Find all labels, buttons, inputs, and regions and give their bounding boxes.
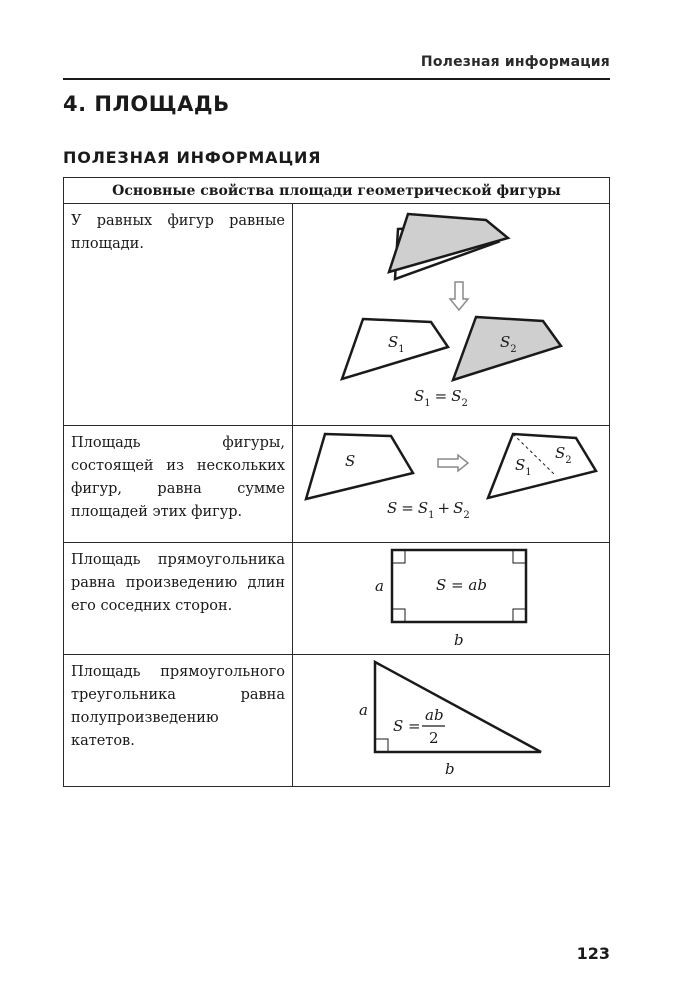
- running-head-text: Полезная информация: [420, 54, 610, 70]
- rectangle-diagram: [293, 543, 610, 653]
- properties-table: [63, 177, 610, 787]
- running-head: [63, 52, 610, 80]
- label-s2: $S_2$: [500, 333, 517, 355]
- table-row: [64, 204, 610, 426]
- figure-cell: [293, 426, 610, 543]
- formula-numerator: ab: [425, 706, 444, 724]
- property-text-cell: [64, 655, 293, 787]
- side-b-label: b: [454, 631, 464, 649]
- table-row: [64, 543, 610, 655]
- sum-formula: $S = S_1 + S_2$: [387, 499, 470, 521]
- triangle-formula-lhs: S =: [393, 717, 421, 735]
- right-arrow-icon: [438, 455, 468, 471]
- figure-cell: [293, 655, 610, 787]
- rectangle-formula: S = ab: [436, 576, 487, 594]
- side-a-label: a: [359, 701, 368, 719]
- side-a-label: a: [375, 577, 384, 595]
- figure-cell: [293, 543, 610, 655]
- shape-composite: [488, 434, 596, 498]
- property-text: У равных фигур равные площади.: [71, 213, 285, 252]
- label-s: S: [345, 452, 356, 470]
- table-row: [64, 655, 610, 787]
- label-s1: $S_1$: [388, 333, 405, 355]
- section-title: ПОЛЕЗНАЯ ИНФОРМАЦИЯ: [63, 148, 322, 167]
- shape-s: [306, 434, 413, 499]
- page-number: 123: [576, 944, 610, 963]
- table-row: [64, 426, 610, 543]
- right-triangle-diagram: [293, 655, 610, 785]
- chapter-title: 4. ПЛОЩАДЬ: [63, 92, 230, 116]
- down-arrow-icon: [450, 282, 468, 310]
- label-s1: $S_1$: [515, 456, 532, 478]
- figure-cell: [293, 204, 610, 426]
- table-header: Основные свойства площади геометрической фигуры: [64, 178, 610, 204]
- side-b-label: b: [445, 760, 455, 778]
- equal-figures-diagram: [293, 204, 610, 424]
- property-text: Площадь прямоугольника равна произведению длин его соседних сторон.: [71, 552, 285, 614]
- right-triangle: [375, 662, 541, 752]
- property-text: Площадь прямоугольного треугольника равна полупроизведению катетов.: [71, 664, 285, 749]
- property-text-cell: [64, 426, 293, 543]
- property-text-cell: [64, 543, 293, 655]
- label-s2: $S_2$: [555, 444, 572, 466]
- equality-formula: $S_1 = S_2$: [414, 387, 468, 409]
- property-text: Площадь фигуры, состоящей из нескольких фигур, равна сумме площадей этих фигур.: [71, 435, 285, 520]
- additivity-diagram: [293, 426, 610, 541]
- table-header-row: [64, 178, 610, 204]
- property-text-cell: [64, 204, 293, 426]
- formula-denominator: 2: [429, 729, 439, 747]
- front-quadrilateral: [389, 214, 508, 272]
